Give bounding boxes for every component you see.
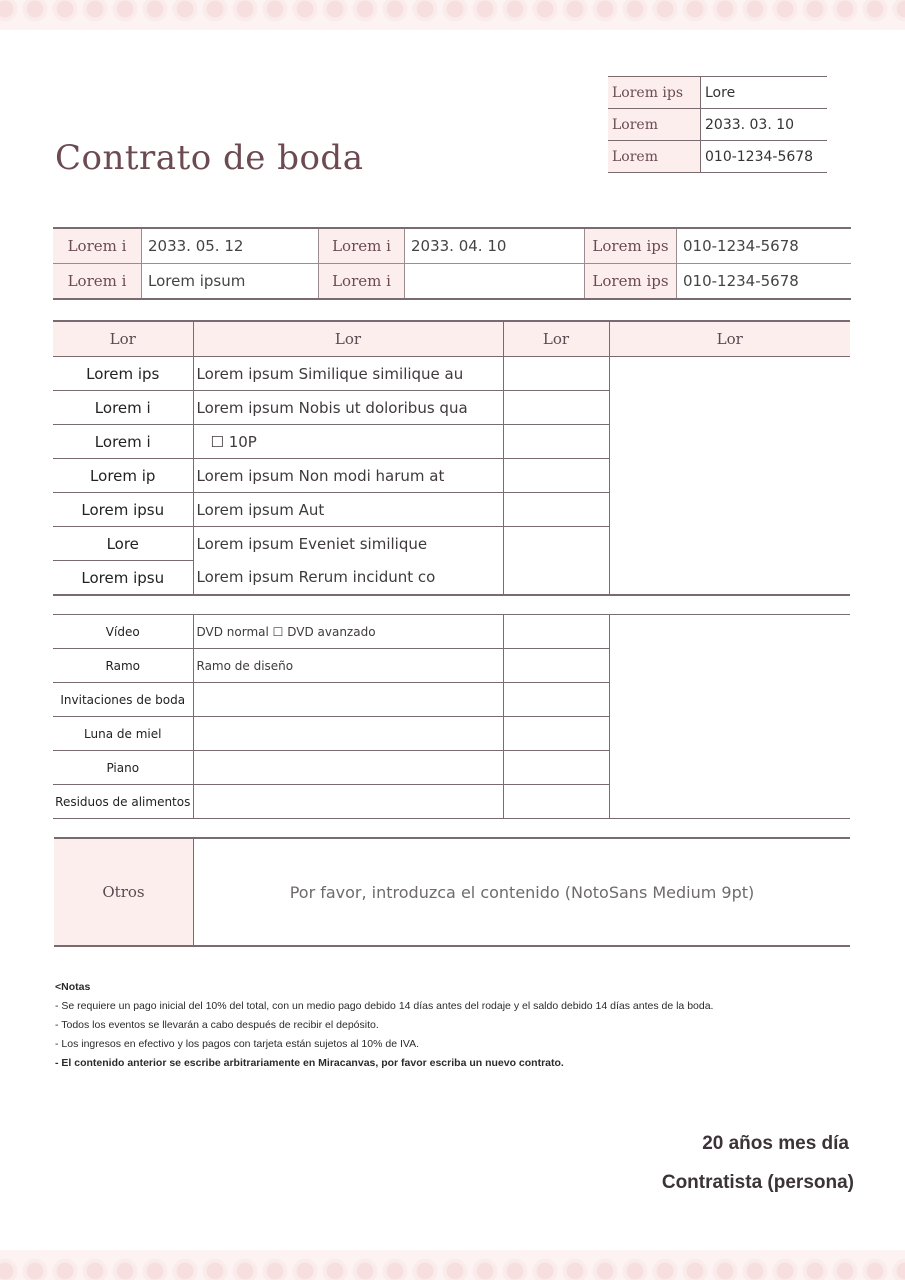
other-row [54,838,850,946]
row-cell[interactable] [503,717,609,751]
row-label: Lorem i [53,425,193,459]
row-text[interactable] [193,785,503,819]
row-label: Vídeo [53,615,193,649]
row-label: Luna de miel [53,717,193,751]
info-row [608,141,827,173]
phone-label: Lorem ips [585,264,677,300]
row-cell[interactable] [503,683,609,717]
info-value[interactable]: 2033. 03. 10 [701,109,828,141]
info-label: Lorem ips [608,77,701,109]
date-label: Lorem i [53,228,142,264]
row-text[interactable]: Ramo de diseño [193,649,503,683]
info-label: Lorem [608,141,701,173]
row-cell[interactable] [503,425,609,459]
table-row [53,357,850,391]
row-label: Lore [53,527,193,561]
info-value[interactable]: Lore [701,77,828,109]
page-title: Contrato de boda [55,138,364,178]
info-label: Lorem [608,109,701,141]
row-text[interactable] [193,717,503,751]
row-text[interactable]: Lorem ipsum Rerum incidunt co [193,561,503,596]
dates-row [53,228,851,264]
row-label: Ramo [53,649,193,683]
row-label: Lorem ipsu [53,493,193,527]
row-label: Lorem ip [53,459,193,493]
signature-contractor[interactable]: Contratista (persona) [661,1172,854,1193]
column-header: Lor [503,321,609,357]
phone-value[interactable]: 010-1234-5678 [677,264,852,300]
date-value[interactable]: 2033. 04. 10 [405,228,585,264]
row-text[interactable] [193,683,503,717]
row-cell[interactable] [503,615,609,649]
merged-cell[interactable] [609,357,850,596]
phone-label: Lorem ips [585,228,677,264]
other-content-field[interactable]: Por favor, introduzca el contenido (NotoSans Medium 9pt) [289,882,755,902]
row-text-checkbox[interactable]: ☐ 10P [193,425,503,459]
row-label: Invitaciones de boda [53,683,193,717]
date-label: Lorem i [319,228,405,264]
name-value[interactable]: Lorem ipsum [142,264,319,300]
dates-table [53,227,851,300]
row-text[interactable]: Lorem ipsum Aut [193,493,503,527]
lace-border-top [0,0,905,30]
date-value[interactable] [405,264,585,300]
note-line: - Se requiere un pago inicial del 10% del total, con un medio pago debido 14 días antes del rodaje y el saldo debido 14 días antes de la boda. [55,1000,714,1012]
lace-border-bottom [0,1250,905,1280]
date-label: Lorem i [53,264,142,300]
other-label: Otros [54,838,194,946]
info-row [608,77,827,109]
other-table [54,837,850,947]
row-cell[interactable] [503,357,609,391]
row-cell[interactable] [503,751,609,785]
row-text[interactable] [193,751,503,785]
note-line: - Todos los eventos se llevarán a cabo después de recibir el depósito. [55,1019,379,1031]
row-text[interactable]: Lorem ipsum Eveniet similique [193,527,503,561]
merged-cell[interactable] [609,615,850,819]
row-text[interactable]: DVD normal ☐ DVD avanzado [193,615,503,649]
row-cell[interactable] [503,649,609,683]
row-text[interactable]: Lorem ipsum Nobis ut doloribus qua [193,391,503,425]
dates-row [53,264,851,300]
phone-value[interactable]: 010-1234-5678 [677,228,852,264]
note-line: - El contenido anterior se escribe arbitrariamente en Miracanvas, por favor escriba un nuevo contrato. [55,1057,564,1069]
info-table [608,76,827,173]
services-table [53,320,850,596]
row-cell[interactable] [503,527,609,596]
table-row [53,615,850,649]
row-text[interactable]: Lorem ipsum Similique similique au [193,357,503,391]
row-cell[interactable] [503,391,609,425]
info-row [608,109,827,141]
services-header [53,321,850,357]
row-label: Lorem ips [53,357,193,391]
row-cell[interactable] [503,493,609,527]
row-label: Lorem ipsu [53,561,193,596]
row-label: Lorem i [53,391,193,425]
extras-table [53,614,850,819]
column-header: Lor [193,321,503,357]
info-value[interactable]: 010-1234-5678 [701,141,828,173]
date-value[interactable]: 2033. 05. 12 [142,228,319,264]
notes-section [55,978,713,1073]
note-line: - Los ingresos en efectivo y los pagos con tarjeta están sujetos al 10% de IVA. [55,1038,420,1050]
column-header: Lor [53,321,193,357]
row-cell[interactable] [503,459,609,493]
row-cell[interactable] [503,785,609,819]
column-header: Lor [609,321,850,357]
row-text[interactable]: Lorem ipsum Non modi harum at [193,459,503,493]
row-label: Piano [53,751,193,785]
signature-date[interactable]: 20 años mes día [702,1133,849,1154]
row-label: Residuos de alimentos [53,785,193,819]
date-label: Lorem i [319,264,405,300]
notes-heading: <Notas [55,981,91,993]
